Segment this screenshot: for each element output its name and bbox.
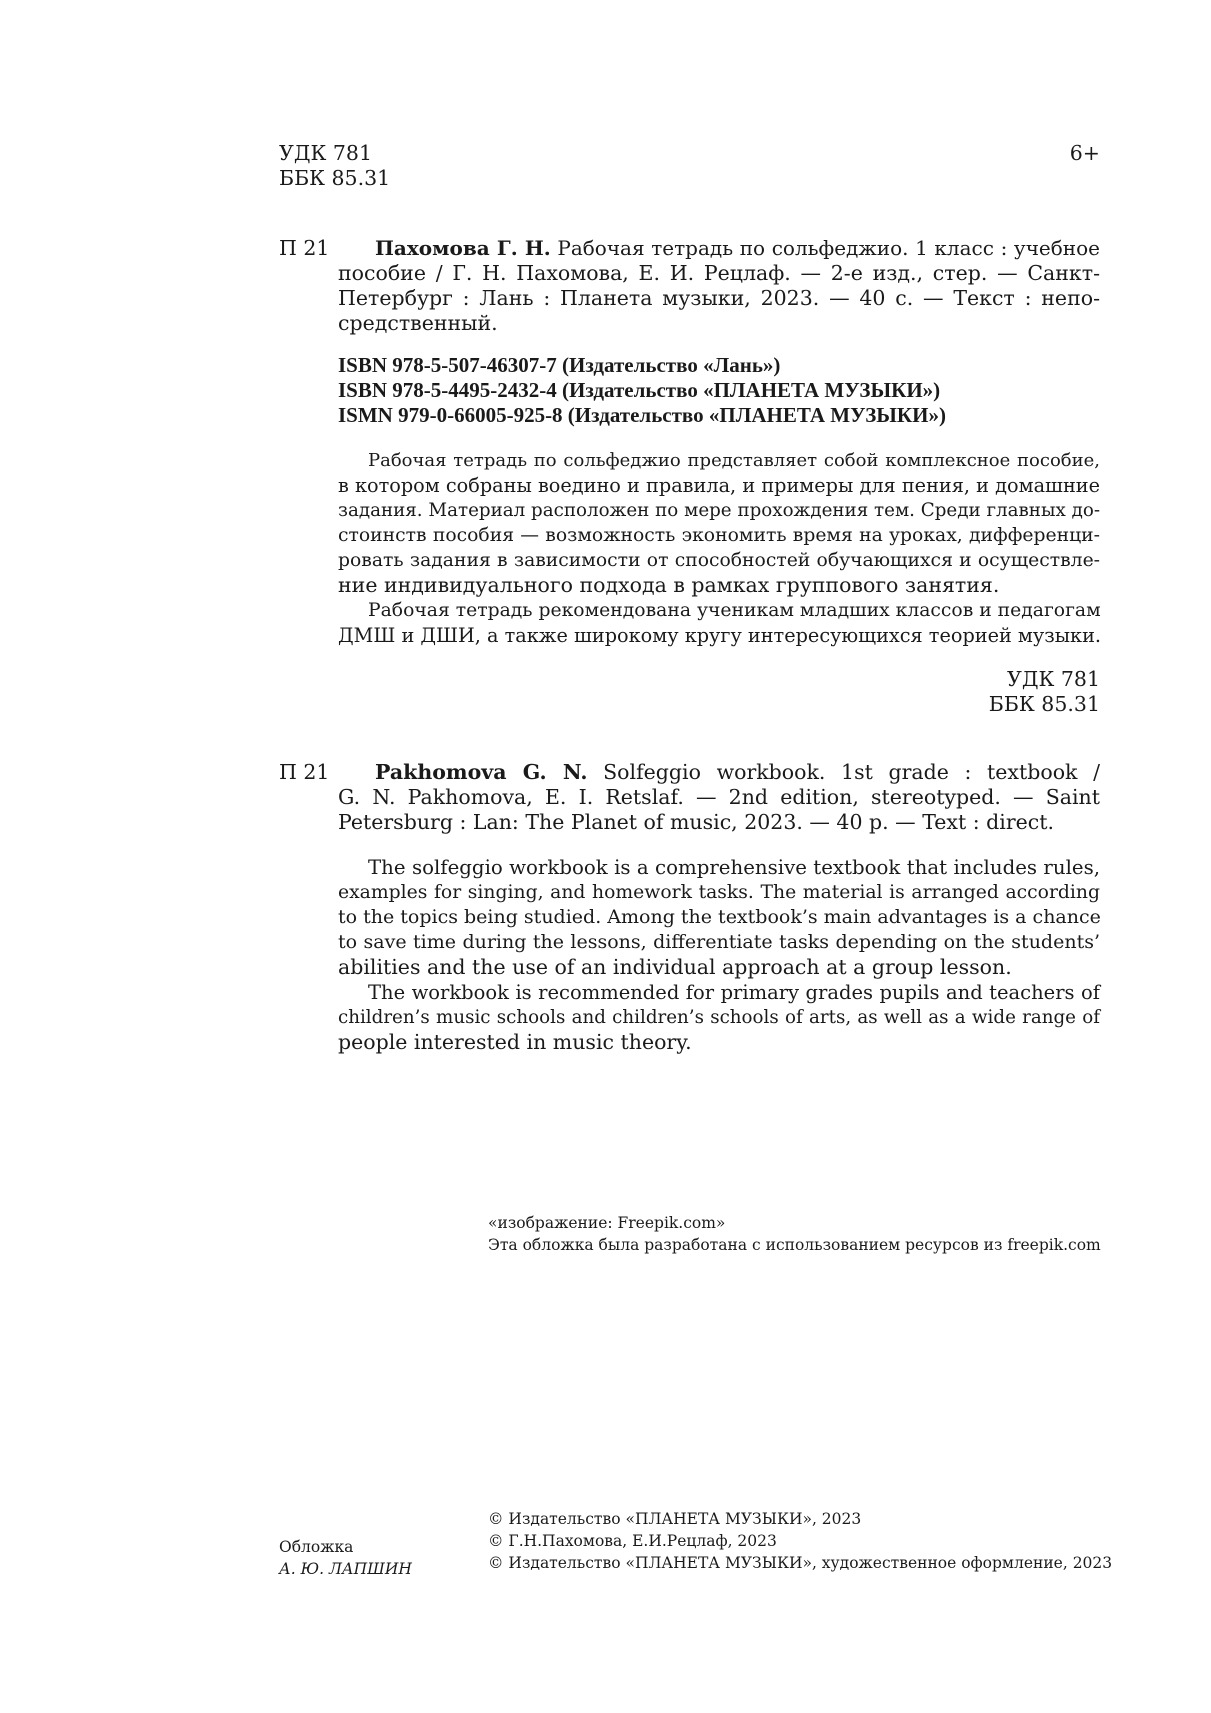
ru-abstract-line: Рабочая тетрадь по сольфеджио представляет собой комплексное пособие, [368,450,1100,471]
ru-entry-line-4: средственный. [338,311,498,335]
copyright-line: © Издательство «ПЛАНЕТА МУЗЫКИ», художественное оформление, 2023 [488,1554,1113,1572]
ru-entry-title: Рабочая тетрадь по сольфеджио. 1 класс : учебное [557,236,1100,260]
image-credit-line-1: «изображение: Freepik.com» [488,1214,726,1232]
en-entry-line-2: G. N. Pakhomova, E. I. Retslaf. — 2nd edition, stereotyped. — Saint [338,785,1100,809]
ismn-planeta: ISMN 979-0-66005-925-8 (Издательство «ПЛАНЕТА МУЗЫКИ») [338,403,946,427]
copyright-line: © Г.Н.Пахомова, Е.И.Рецлаф, 2023 [488,1532,777,1550]
en-abstract [338,855,1100,1055]
isbn-planeta: ISBN 978-5-4495-2432-4 (Издательство «ПЛАНЕТА МУЗЫКИ») [338,378,941,402]
header-classification [279,141,390,191]
en-bibliographic-entry [279,760,1100,835]
en-abstract-line: to save time during the lessons, differentiate tasks depending on the students’ [338,931,1100,953]
en-abstract-line: children’s music schools and children’s schools of arts, as well as a wide range of [338,1007,1100,1028]
isbn-lan: ISBN 978-5-507-46307-7 (Издательство «Лань») [338,353,781,377]
ru-abstract-line: ровать задания в зависимости от способностей обучающихся и осуществле- [338,550,1100,571]
en-entry-title: Solfeggio workbook. 1st grade : textbook / [603,760,1100,784]
image-credit-line-2: Эта обложка была разработана с использованием ресурсов из freepik.com [488,1236,1101,1254]
ru-entry-line-2: пособие / Г. Н. Пахомова, Е. И. Рецлаф. — 2-е изд., стер. — Санкт- [338,261,1100,285]
en-entry-line-3: Petersburg : Lan: The Planet of music, 2023. — 40 p. — Text : direct. [338,810,1054,834]
ru-abstract-line: Рабочая тетрадь рекомендована ученикам младших классов и педагогам [368,600,1101,621]
age-rating-block [1000,141,1100,166]
copyright-line: © Издательство «ПЛАНЕТА МУЗЫКИ», 2023 [488,1510,862,1528]
cover-credit-label: Обложка [279,1538,354,1556]
ru-abstract-line: ДМШ и ДШИ, а также широкому кругу интересующихся теорией музыки. [338,624,1102,647]
en-abstract-line: abilities and the use of an individual approach at a group lesson. [338,955,1012,979]
ru-abstract-line: задания. Материал расположен по мере прохождения тем. Среди главных до- [338,500,1100,521]
en-abstract-line: to the topics being studied. Among the textbook’s main advantages is a chance [338,906,1101,928]
en-abstract-line: people interested in music theory. [338,1030,692,1054]
en-abstract-line: The workbook is recommended for primary grades pupils and teachers of [368,981,1100,1004]
en-entry-line-1 [375,760,1100,785]
ru-abstract-line: ние индивидуального подхода в рамках группового занятия. [338,573,1000,597]
ru-abstract-line: в котором собраны воедино и правила, и примеры для пения, и домашние [338,474,1100,497]
bbk-code: ББК 85.31 [279,166,391,190]
udk-code-right: УДК 781 [1007,667,1100,691]
bbk-code-right: ББК 85.31 [988,692,1100,716]
ru-entry-code: П 21 [279,236,330,260]
ru-abstract [338,448,1100,648]
classification-right [900,667,1100,717]
ru-abstract-line: стоинств пособия — возможность экономить время на уроках, дифференци- [338,525,1100,546]
udk-code: УДК 781 [279,141,372,165]
cover-credit-name: А. Ю. ЛАПШИН [279,1560,412,1578]
copyright-notices [488,1508,1112,1574]
en-abstract-line: The solfeggio workbook is a comprehensive textbook that includes rules, [368,856,1100,879]
en-abstract-line: examples for singing, and homework tasks. The material is arranged according [338,882,1100,903]
ru-entry-author: Пахомова Г. Н. [375,236,551,260]
cover-credit [279,1536,412,1580]
ru-bibliographic-entry [279,236,1100,336]
en-entry-code: П 21 [279,760,330,784]
image-credit [488,1212,1101,1256]
isbn-list [338,353,946,428]
age-rating: 6+ [1069,141,1100,165]
ru-entry-line-3: Петербург : Лань : Планета музыки, 2023. — 40 с. — Текст : непо- [338,286,1100,310]
en-entry-author: Pakhomova G. N. [375,760,588,784]
ru-entry-line-1 [375,236,1100,261]
